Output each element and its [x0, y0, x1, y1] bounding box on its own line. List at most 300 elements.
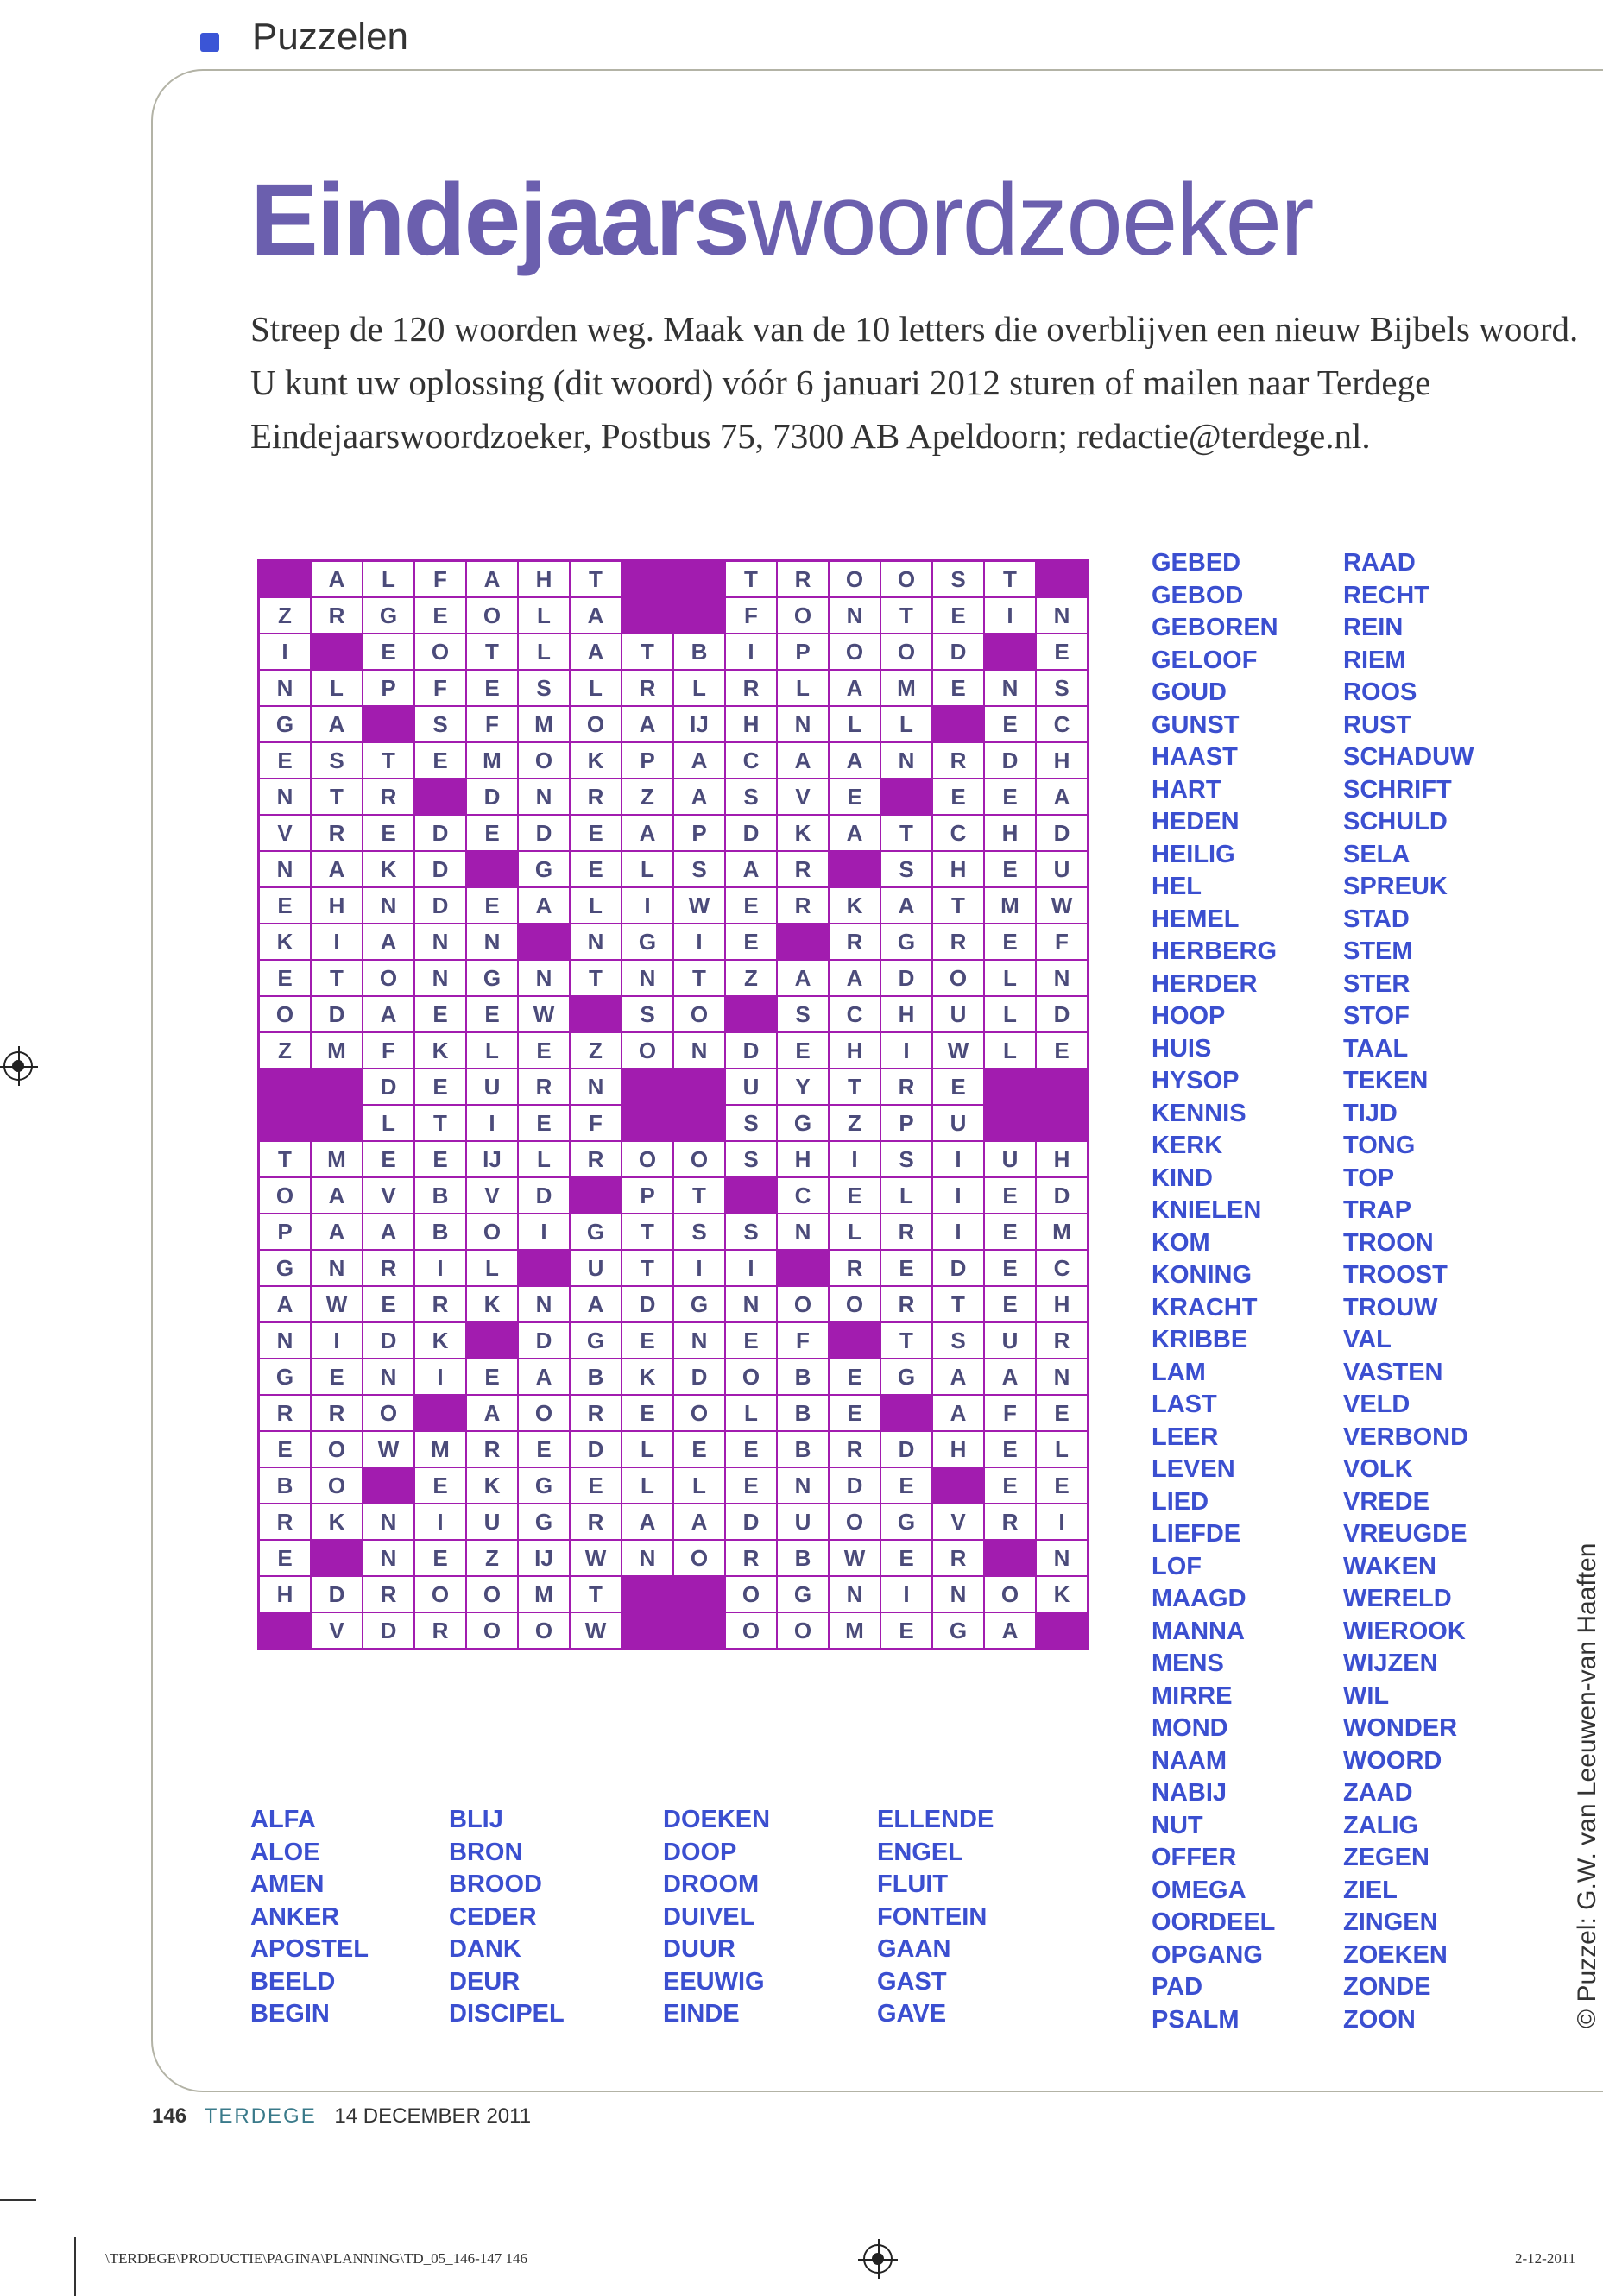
- grid-row: [259, 1431, 1089, 1467]
- grid-cell: G: [673, 1286, 725, 1322]
- word-item: ZAAD: [1343, 1779, 1413, 1807]
- grid-row: [259, 1214, 1089, 1250]
- grid-cell: O: [880, 634, 932, 670]
- grid-cell: N: [518, 960, 570, 996]
- grid-cell: E: [829, 1177, 880, 1214]
- grid-cell-filled: [570, 1177, 622, 1214]
- grid-cell: G: [259, 1250, 312, 1286]
- word-item: DUIVEL: [663, 1902, 755, 1931]
- grid-cell: R: [414, 1286, 466, 1322]
- grid-cell: R: [932, 924, 984, 960]
- grid-cell: E: [725, 887, 777, 924]
- grid-cell: D: [414, 887, 466, 924]
- grid-cell: A: [466, 561, 518, 598]
- word-item: KONING: [1152, 1261, 1252, 1289]
- word-item: STER: [1343, 969, 1411, 998]
- grid-cell: T: [259, 1141, 312, 1177]
- grid-cell: I: [414, 1359, 466, 1395]
- word-item: TRAP: [1343, 1196, 1411, 1224]
- grid-cell: O: [311, 1431, 363, 1467]
- word-item: HOOP: [1152, 1002, 1226, 1030]
- grid-row: [259, 1504, 1089, 1540]
- grid-cell: V: [311, 1612, 363, 1649]
- word-item: DROOM: [663, 1870, 760, 1898]
- grid-cell: R: [311, 1395, 363, 1431]
- grid-cell-filled: [622, 561, 673, 598]
- word-item: KRIBBE: [1152, 1326, 1248, 1353]
- grid-cell-filled: [673, 1105, 725, 1141]
- grid-cell: R: [829, 1250, 880, 1286]
- grid-cell: L: [622, 851, 673, 887]
- word-item: NAAM: [1152, 1746, 1227, 1775]
- word-item: LAST: [1152, 1391, 1217, 1418]
- grid-cell: N: [984, 670, 1036, 706]
- grid-row: [259, 1105, 1089, 1141]
- word-item: ENGEL: [877, 1838, 963, 1866]
- grid-cell-filled: [622, 1612, 673, 1649]
- grid-cell: O: [622, 1032, 673, 1069]
- grid-cell: O: [363, 960, 414, 996]
- grid-cell: A: [622, 815, 673, 851]
- grid-cell: E: [518, 1032, 570, 1069]
- grid-cell: D: [466, 779, 518, 815]
- grid-cell: R: [932, 742, 984, 779]
- grid-cell: U: [1036, 851, 1089, 887]
- grid-cell: N: [673, 1322, 725, 1359]
- grid-cell: D: [622, 1286, 673, 1322]
- word-item: GEBED: [1152, 549, 1241, 577]
- grid-cell: I: [311, 924, 363, 960]
- grid-cell: E: [1036, 1032, 1089, 1069]
- grid-cell: E: [570, 815, 622, 851]
- word-item: OMEGA: [1152, 1876, 1246, 1904]
- word-item: ZEGEN: [1343, 1844, 1429, 1871]
- word-item: KNIELEN: [1152, 1196, 1262, 1224]
- grid-cell: E: [984, 1177, 1036, 1214]
- grid-cell: L: [1036, 1431, 1089, 1467]
- word-item: KERK: [1152, 1132, 1223, 1159]
- grid-cell: I: [466, 1105, 518, 1141]
- grid-row: [259, 887, 1089, 924]
- word-item: EEUWIG: [663, 1967, 765, 1996]
- grid-cell: A: [363, 924, 414, 960]
- grid-cell: D: [518, 1177, 570, 1214]
- grid-cell-filled: [673, 1069, 725, 1105]
- grid-cell: G: [259, 706, 312, 742]
- grid-cell-filled: [259, 1105, 312, 1141]
- grid-cell: W: [1036, 887, 1089, 924]
- grid-cell-filled: [829, 851, 880, 887]
- grid-cell: I: [622, 887, 673, 924]
- grid-cell: N: [259, 779, 312, 815]
- grid-cell: R: [518, 1069, 570, 1105]
- grid-cell: B: [777, 1431, 829, 1467]
- word-item: GELOOF: [1152, 646, 1258, 674]
- grid-cell: G: [518, 1504, 570, 1540]
- crop-mark: [74, 2237, 76, 2296]
- grid-cell: R: [1036, 1322, 1089, 1359]
- grid-cell: A: [829, 960, 880, 996]
- grid-cell: H: [880, 996, 932, 1032]
- word-item: VASTEN: [1343, 1358, 1443, 1386]
- word-item: SPREUK: [1343, 873, 1448, 900]
- grid-cell: B: [777, 1359, 829, 1395]
- word-item: HEDEN: [1152, 808, 1240, 836]
- grid-cell: I: [673, 1250, 725, 1286]
- grid-cell: H: [984, 815, 1036, 851]
- grid-cell: N: [259, 670, 312, 706]
- grid-cell: T: [570, 561, 622, 598]
- grid-cell: O: [829, 634, 880, 670]
- word-item: ZALIG: [1343, 1811, 1418, 1839]
- grid-cell: L: [570, 887, 622, 924]
- word-item: APOSTEL: [250, 1935, 369, 1963]
- grid-cell: T: [466, 634, 518, 670]
- grid-cell: T: [570, 1576, 622, 1612]
- word-item: TOP: [1343, 1164, 1395, 1192]
- grid-cell-filled: [622, 597, 673, 634]
- grid-cell: O: [932, 960, 984, 996]
- grid-cell: P: [363, 670, 414, 706]
- registration-mark-icon: [863, 2244, 893, 2274]
- grid-cell: N: [259, 851, 312, 887]
- grid-cell: L: [622, 1431, 673, 1467]
- grid-cell: U: [777, 1504, 829, 1540]
- grid-cell-filled: [622, 1576, 673, 1612]
- grid-cell: G: [570, 1322, 622, 1359]
- grid-cell: R: [363, 1576, 414, 1612]
- grid-cell: K: [777, 815, 829, 851]
- word-item: LEER: [1152, 1422, 1219, 1451]
- grid-cell: L: [673, 670, 725, 706]
- grid-cell: R: [829, 924, 880, 960]
- grid-cell: R: [466, 1431, 518, 1467]
- grid-cell: E: [829, 1359, 880, 1395]
- page-title: [250, 164, 1312, 276]
- grid-cell: K: [259, 924, 312, 960]
- grid-cell: K: [570, 742, 622, 779]
- grid-row: [259, 1359, 1089, 1395]
- grid-cell: N: [414, 924, 466, 960]
- word-item: NUT: [1152, 1811, 1203, 1839]
- grid-cell: M: [1036, 1214, 1089, 1250]
- grid-cell: E: [363, 1141, 414, 1177]
- word-item: DEUR: [449, 1967, 521, 1996]
- grid-cell: T: [984, 561, 1036, 598]
- grid-cell-filled: [880, 1395, 932, 1431]
- word-item: HAAST: [1152, 743, 1238, 771]
- grid-row: [259, 1069, 1089, 1105]
- grid-cell: A: [311, 851, 363, 887]
- word-item: PSALM: [1152, 2005, 1240, 2034]
- grid-cell: E: [259, 1540, 312, 1576]
- word-item: OPGANG: [1152, 1940, 1263, 1969]
- word-item: WAKEN: [1343, 1552, 1436, 1580]
- grid-cell: R: [311, 597, 363, 634]
- grid-row: [259, 597, 1089, 634]
- word-item: FONTEIN: [877, 1902, 988, 1931]
- grid-cell: E: [829, 1395, 880, 1431]
- grid-cell: G: [570, 1214, 622, 1250]
- grid-cell: T: [932, 1286, 984, 1322]
- grid-row: [259, 742, 1089, 779]
- grid-cell: H: [932, 851, 984, 887]
- grid-cell: K: [311, 1504, 363, 1540]
- grid-cell: A: [725, 851, 777, 887]
- grid-cell: M: [311, 1032, 363, 1069]
- grid-cell: E: [725, 1322, 777, 1359]
- grid-cell: V: [777, 779, 829, 815]
- grid-cell: G: [363, 597, 414, 634]
- title-bold: Eindejaars: [250, 163, 748, 277]
- grid-cell: N: [466, 924, 518, 960]
- grid-cell: T: [725, 561, 777, 598]
- grid-cell-filled: [1036, 1612, 1089, 1649]
- grid-cell: N: [880, 742, 932, 779]
- grid-cell: E: [414, 996, 466, 1032]
- grid-cell: R: [777, 851, 829, 887]
- grid-cell: T: [622, 634, 673, 670]
- word-item: ALOE: [250, 1838, 320, 1866]
- grid-cell: G: [880, 1359, 932, 1395]
- grid-cell: E: [880, 1612, 932, 1649]
- grid-cell: D: [414, 815, 466, 851]
- grid-cell: Z: [622, 779, 673, 815]
- grid-cell: E: [984, 924, 1036, 960]
- grid-cell: G: [466, 960, 518, 996]
- grid-row: [259, 1141, 1089, 1177]
- title-light: woordzoeker: [748, 163, 1313, 277]
- grid-cell: R: [777, 561, 829, 598]
- grid-cell: A: [777, 960, 829, 996]
- grid-cell: V: [259, 815, 312, 851]
- word-item: TROUW: [1343, 1293, 1438, 1321]
- grid-cell: S: [1036, 670, 1089, 706]
- grid-cell: A: [518, 887, 570, 924]
- grid-cell-filled: [673, 1612, 725, 1649]
- grid-cell: R: [363, 1250, 414, 1286]
- grid-cell: E: [259, 960, 312, 996]
- grid-cell: E: [1036, 1395, 1089, 1431]
- grid-cell: W: [311, 1286, 363, 1322]
- word-item: VERBOND: [1343, 1422, 1469, 1451]
- grid-cell: R: [570, 1504, 622, 1540]
- grid-cell: T: [673, 960, 725, 996]
- grid-cell: S: [932, 1322, 984, 1359]
- grid-cell-filled: [570, 996, 622, 1032]
- grid-cell: E: [570, 1467, 622, 1504]
- word-item: BEGIN: [250, 2000, 330, 2028]
- grid-cell: R: [725, 1540, 777, 1576]
- grid-cell: S: [725, 1214, 777, 1250]
- word-item: RECHT: [1343, 581, 1429, 609]
- grid-cell-filled: [829, 1322, 880, 1359]
- grid-row: [259, 561, 1089, 598]
- grid-cell: O: [518, 742, 570, 779]
- grid-cell: H: [311, 887, 363, 924]
- grid-cell: E: [259, 742, 312, 779]
- grid-cell: A: [311, 561, 363, 598]
- grid-cell: G: [518, 1467, 570, 1504]
- grid-cell: A: [570, 597, 622, 634]
- grid-cell: I: [518, 1214, 570, 1250]
- grid-cell: I: [725, 634, 777, 670]
- grid-cell: N: [363, 887, 414, 924]
- grid-cell: O: [570, 706, 622, 742]
- word-item: BEELD: [250, 1967, 336, 1996]
- grid-cell: N: [414, 960, 466, 996]
- grid-cell: D: [363, 1069, 414, 1105]
- grid-cell: W: [363, 1431, 414, 1467]
- grid-cell: L: [518, 597, 570, 634]
- grid-cell: A: [932, 1359, 984, 1395]
- grid-cell: L: [829, 1214, 880, 1250]
- grid-cell: K: [363, 851, 414, 887]
- grid-cell: V: [363, 1177, 414, 1214]
- grid-cell: D: [829, 1467, 880, 1504]
- grid-cell: T: [570, 960, 622, 996]
- grid-cell: E: [984, 706, 1036, 742]
- grid-cell: IJ: [673, 706, 725, 742]
- grid-cell: L: [880, 706, 932, 742]
- grid-cell: A: [829, 815, 880, 851]
- grid-cell: O: [673, 1395, 725, 1431]
- grid-cell: N: [518, 1286, 570, 1322]
- word-item: WIL: [1343, 1681, 1390, 1710]
- word-item: DOEKEN: [663, 1806, 771, 1833]
- word-item: SCHADUW: [1343, 743, 1474, 771]
- word-item: RIEM: [1343, 646, 1406, 674]
- word-item: HERDER: [1152, 969, 1258, 998]
- grid-cell: E: [259, 1431, 312, 1467]
- word-item: HART: [1152, 775, 1221, 804]
- grid-cell: U: [984, 1141, 1036, 1177]
- grid-cell: L: [725, 1395, 777, 1431]
- grid-row: [259, 1250, 1089, 1286]
- grid-cell-filled: [673, 1576, 725, 1612]
- grid-cell: K: [622, 1359, 673, 1395]
- word-item: VAL: [1343, 1326, 1392, 1353]
- grid-cell: Z: [259, 597, 312, 634]
- grid-cell: A: [1036, 779, 1089, 815]
- grid-cell: R: [570, 779, 622, 815]
- grid-cell: A: [466, 1395, 518, 1431]
- grid-cell: P: [259, 1214, 312, 1250]
- word-item: GOUD: [1152, 678, 1227, 706]
- grid-cell: A: [363, 996, 414, 1032]
- grid-cell: B: [414, 1177, 466, 1214]
- grid-cell: O: [414, 634, 466, 670]
- grid-cell: I: [414, 1504, 466, 1540]
- grid-cell: G: [932, 1612, 984, 1649]
- grid-cell: E: [932, 779, 984, 815]
- grid-cell: E: [984, 779, 1036, 815]
- grid-cell-filled: [466, 851, 518, 887]
- grid-cell: O: [363, 1395, 414, 1431]
- grid-cell: N: [363, 1359, 414, 1395]
- grid-cell: H: [777, 1141, 829, 1177]
- word-item: SCHRIFT: [1343, 775, 1452, 804]
- grid-cell: N: [932, 1576, 984, 1612]
- grid-cell: R: [622, 670, 673, 706]
- word-item: HEILIG: [1152, 840, 1235, 868]
- grid-cell: U: [984, 1322, 1036, 1359]
- grid-cell: A: [622, 706, 673, 742]
- grid-cell: N: [1036, 960, 1089, 996]
- grid-cell: W: [673, 887, 725, 924]
- grid-cell: L: [466, 1250, 518, 1286]
- grid-cell: U: [466, 1504, 518, 1540]
- grid-cell: M: [984, 887, 1036, 924]
- grid-cell: O: [518, 1612, 570, 1649]
- grid-cell: E: [466, 670, 518, 706]
- grid-cell-filled: [984, 634, 1036, 670]
- word-list-column: [449, 1804, 565, 2031]
- grid-cell: C: [932, 815, 984, 851]
- grid-cell: A: [829, 670, 880, 706]
- grid-cell: S: [311, 742, 363, 779]
- grid-cell: L: [880, 1177, 932, 1214]
- grid-cell: N: [518, 779, 570, 815]
- grid-cell: E: [414, 1467, 466, 1504]
- word-item: PAD: [1152, 1973, 1203, 2001]
- grid-cell: O: [311, 1467, 363, 1504]
- grid-cell: A: [311, 1214, 363, 1250]
- grid-cell: D: [311, 996, 363, 1032]
- word-item: LOF: [1152, 1552, 1202, 1580]
- grid-row: [259, 851, 1089, 887]
- grid-cell-filled: [673, 597, 725, 634]
- grid-cell: N: [1036, 597, 1089, 634]
- word-item: MANNA: [1152, 1617, 1245, 1645]
- grid-cell: R: [984, 1504, 1036, 1540]
- grid-cell: U: [570, 1250, 622, 1286]
- grid-cell: C: [1036, 1250, 1089, 1286]
- grid-cell: S: [880, 851, 932, 887]
- word-item: LIED: [1152, 1487, 1209, 1516]
- grid-cell: D: [673, 1359, 725, 1395]
- word-search-grid: [257, 559, 1089, 1650]
- grid-cell: D: [725, 1032, 777, 1069]
- word-item: LEVEN: [1152, 1455, 1235, 1483]
- grid-row: [259, 1395, 1089, 1431]
- grid-cell: F: [466, 706, 518, 742]
- grid-cell: O: [829, 561, 880, 598]
- grid-cell: A: [311, 1177, 363, 1214]
- grid-cell: B: [673, 634, 725, 670]
- grid-cell: I: [880, 1032, 932, 1069]
- grid-cell: M: [518, 1576, 570, 1612]
- grid-row: [259, 1322, 1089, 1359]
- grid-cell: I: [880, 1576, 932, 1612]
- grid-cell: L: [466, 1032, 518, 1069]
- grid-cell: S: [880, 1141, 932, 1177]
- grid-cell: T: [880, 1322, 932, 1359]
- grid-cell-filled: [984, 1105, 1036, 1141]
- grid-cell-filled: [311, 634, 363, 670]
- grid-cell: O: [466, 1214, 518, 1250]
- grid-cell: T: [673, 1177, 725, 1214]
- grid-cell: L: [673, 1467, 725, 1504]
- grid-cell: N: [777, 1214, 829, 1250]
- grid-cell: E: [466, 815, 518, 851]
- grid-cell: O: [777, 1612, 829, 1649]
- grid-cell-filled: [311, 1105, 363, 1141]
- grid-row: [259, 1576, 1089, 1612]
- word-item: STEM: [1343, 937, 1413, 965]
- grid-cell: C: [725, 742, 777, 779]
- word-item: KENNIS: [1152, 1099, 1246, 1127]
